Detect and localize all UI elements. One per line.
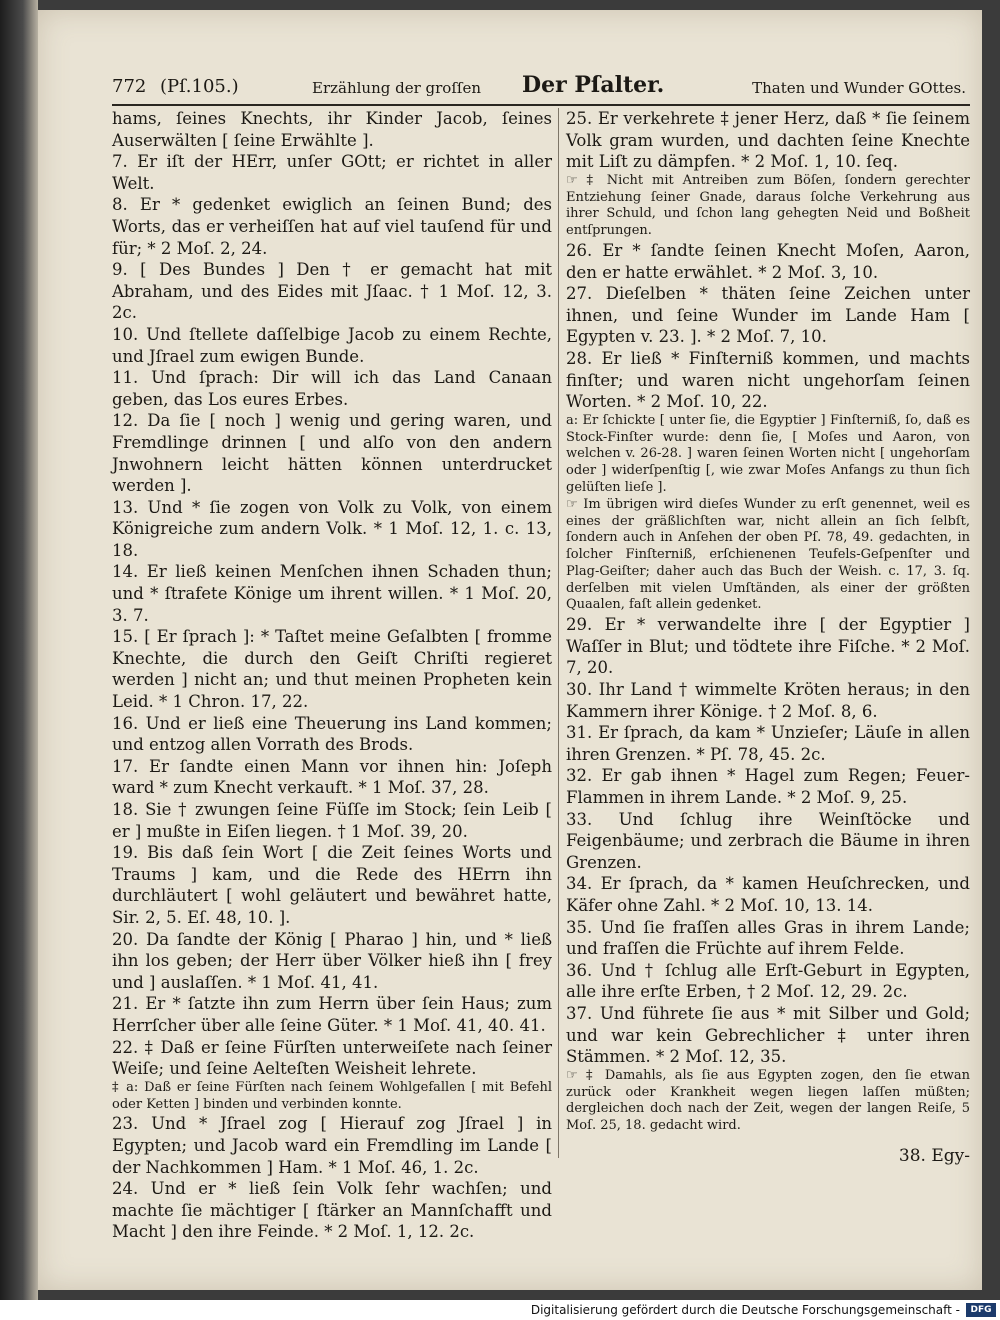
verse-paragraph: 20. Da ſandte der König [ Pharao ] hin, und * ließ ihn los geben; der Herr über Völker hieß ihn [ frey und ] auslaſſen. * 1 Moſ. 41, 41. bbox=[112, 929, 552, 992]
verse-paragraph: 21. Er * ſatzte ihn zum Herrn über ſein Haus; zum Herrſcher über alle ſeine Güter. * 1 Moſ. 41, 40. 41. bbox=[112, 994, 552, 1035]
verse-paragraph: 22. ‡ Daß er ſeine Fürſten unterweiſete nach ſeiner Weiſe; und ſeine Aelteſten Weisheit lehrete. bbox=[112, 1037, 552, 1079]
header-left-title: Erzählung der groſſen bbox=[312, 79, 481, 97]
verse-paragraph: 37. Und führete ſie aus * mit Silber und Gold; und war kein Gebrechlicher ‡ unter ihren Stämmen. * 2 Moſ. 12, 35. bbox=[566, 1003, 970, 1067]
verse-paragraph: 7. Er iſt der HErr, unſer GOtt; er richtet in aller Welt. bbox=[112, 152, 552, 193]
verse-paragraph: 10. Und ſtellete daſſelbige Jacob zu einem Rechte, und Jſrael zum ewigen Bunde. bbox=[112, 324, 552, 366]
verse-paragraph: 29. Er * verwandelte ihre [ der Egyptier ] Waſſer in Blut; und tödtete ihre Fiſche. * 2 Moſ. 7, 20. bbox=[566, 615, 970, 678]
verse-paragraph: 12. Da ſie [ noch ] wenig und gering waren, und Fremdlinge drinnen [ und alſo von den andern Jnwohnern leicht hätten können unterdrucket werden ]. bbox=[112, 411, 552, 496]
verse-paragraph: 32. Er gab ihnen * Hagel zum Regen; Feuer-Flammen in ihrem Lande. * 2 Moſ. 9, 25. bbox=[566, 766, 970, 808]
commentary-note: a: Er ſchickte [ unter ſie, die Egyptier ] Finſterniß, ſo, daß es Stock-Finſter wurde: denn ſie, [ Moſes und Aaron, von welchen v. 26-28. ] waren ſeinen Worten nicht [ ungehorſam oder ] widerſpenſtig [, wie zwar Moſes Anfangs zu thun ſich gelüſten lieſe ]. bbox=[566, 412, 970, 495]
page-number: 772 bbox=[112, 76, 147, 97]
verse-paragraph: 16. Und er ließ eine Theuerung ins Land kommen; und entzog allen Vorrath des Brods. bbox=[112, 713, 552, 755]
verse-paragraph: 25. Er verkehrete ‡ jener Herz, daß * ſie ſeinem Volk gram wurden, und dachten ſeine Knechte mit Liſt zu dämpfen. * 2 Moſ. 1, 10. ſeq. bbox=[566, 109, 970, 172]
verse-paragraph: 11. Und ſprach: Dir will ich das Land Canaan geben, das Los eures Erbes. bbox=[112, 368, 552, 409]
verse-paragraph: 31. Er ſprach, da kam * Unzieſer; Läuſe in allen ihren Grenzen. * Pſ. 78, 45. 2c. bbox=[566, 723, 970, 764]
verse-paragraph: 15. [ Er ſprach ]: * Taſtet meine Geſalbten [ fromme Knechte, die durch den Geiſt Chriſti regieret werden ] nicht an; und thut meinen Propheten kein Leid. * 1 Chron. 17, 22. bbox=[112, 627, 552, 712]
commentary-note: ☞ ‡ Nicht mit Antreiben zum Böſen, ſondern gerechter Entziehung ſeiner Gnade, daraus ſolche Verkehrung aus ihrer Schuld, und ſchon lang gehegten Neid und Boßheit entſprungen. bbox=[566, 172, 970, 239]
dfg-logo: DFG bbox=[966, 1303, 996, 1317]
verse-paragraph: 8. Er * gedenket ewiglich an ſeinen Bund; des Worts, das er verheiſſen hat auf viel tauſend für und für; * 2 Moſ. 2, 24. bbox=[112, 195, 552, 258]
verse-paragraph: 9. [ Des Bundes ] Den † er gemacht hat mit Abraham, und des Eides mit Jſaac. † 1 Moſ. 12, 3. 2c. bbox=[112, 260, 552, 323]
verse-paragraph: 19. Bis daß ſein Wort [ die Zeit ſeines Worts und Traums ] kam, und die Rede des HErrn ihn durchläutert [ wohl geläutert und bewähret hatte, Sir. 2, 5. Eſ. 48, 10. ]. bbox=[112, 843, 552, 927]
commentary-note: ‡ a: Daß er ſeine Fürſten nach ſeinem Wohlgefallen [ mit Befehl oder Ketten ] binden und verbinden konnte. bbox=[112, 1079, 552, 1112]
verse-paragraph: 13. Und * ſie zogen von Volk zu Volk, von einem Königreiche zum andern Volk. * 1 Moſ. 12, 1. c. 13, 18. bbox=[112, 497, 552, 560]
verse-paragraph: 34. Er ſprach, da * kamen Heuſchrecken, und Käfer ohne Zahl. * 2 Moſ. 10, 13. 14. bbox=[566, 874, 970, 915]
verse-paragraph: hams, ſeines Knechts, ihr Kinder Jacob, ſeines Auserwälten [ ſeine Erwählte ]. bbox=[112, 109, 552, 150]
verse-paragraph: 30. Ihr Land † wimmelte Kröten heraus; in den Kammern ihrer Könige. † 2 Moſ. 8, 6. bbox=[566, 680, 970, 721]
right-text-column bbox=[566, 108, 970, 1135]
verse-paragraph: 27. Dieſelben * thäten ſeine Zeichen unter ihnen, und ſeine Wunder im Lande Ham [ Egypten v. 23. ]. * 2 Moſ. 7, 10. bbox=[566, 284, 970, 347]
commentary-note: ☞ ‡ Damahls, als ſie aus Egypten zogen, den ſie etwan zurück oder Krankheit wegen liegen laſſen müßten; dergleichen doch nach der Zeit, wegen der langen Reiſe, 5 Moſ. 25, 18. gedacht wird. bbox=[566, 1067, 970, 1134]
verse-paragraph: 24. Und er * ließ ſein Volk ſehr wachſen; und machte ſie mächtiger [ ſtärker an Mannſchafft und Macht ] den ihre Feinde. * 2 Moſ. 1, 12. 2c. bbox=[112, 1179, 552, 1242]
header-center-title: Der Pſalter. bbox=[522, 72, 665, 98]
footer-credit: Digitalisierung gefördert durch die Deutsche Forschungsgemeinschaft - bbox=[530, 1303, 960, 1317]
verse-paragraph: 26. Er * ſandte ſeinen Knecht Moſen, Aaron, den er hatte erwählet. * 2 Moſ. 3, 10. bbox=[566, 240, 970, 282]
verse-paragraph: 23. Und * Jſrael zog [ Hierauf zog Jſrael ] in Egypten; und Jacob ward ein Fremdling im Lande [ der Nachkommen ] Ham. * 1 Moſ. 46, 1. 2c. bbox=[112, 1114, 552, 1177]
verse-paragraph: 33. Und ſchlug ihre Weinſtöcke und Feigenbäume; und zerbrach die Bäume in ihren Grenzen. bbox=[566, 809, 970, 872]
verse-paragraph: 14. Er ließ keinen Menſchen ihnen Schaden thun; und * ſtrafete Könige um ihrent willen. * 1 Moſ. 20, 3. 7. bbox=[112, 562, 552, 625]
left-text-column bbox=[112, 108, 552, 1243]
verse-paragraph: 36. Und † ſchlug alle Erſt-Geburt in Egypten, alle ihre erſte Erben, † 2 Moſ. 12, 29. 2c. bbox=[566, 960, 970, 1002]
digitization-footer bbox=[0, 1300, 1000, 1320]
catchword: 38. Egy- bbox=[898, 1146, 970, 1166]
header-right-title: Thaten und Wunder GOttes. bbox=[752, 79, 966, 97]
verse-paragraph: 18. Sie † zwungen ſeine Füſſe im Stock; ſein Leib [ er ] mußte in Eiſen liegen. † 1 Moſ. 39, 20. bbox=[112, 800, 552, 841]
page-edge bbox=[0, 0, 38, 1300]
commentary-note: ☞ Im übrigen wird dieſes Wunder zu erſt genennet, weil es eines der gräßlichſten war, nicht allein an ſich ſelbſt, ſondern auch in Anſehen der oben Pſ. 78, 49. gedachten, in ſolcher Finſterniß, erſchienenen Teufels-Geſpenſter und Plag-Geiſter; daher auch das Buch der Weish. c. 17, 3. ſq. derſelben mit vielen Umſtänden, als einer der größten Quaalen, faſt allein gedenket. bbox=[566, 496, 970, 613]
verse-paragraph: 35. Und ſie fraſſen alles Gras in ihrem Lande; und fraſſen die Früchte auf ihrem Felde. bbox=[566, 917, 970, 959]
running-header bbox=[112, 72, 970, 106]
column-divider bbox=[558, 108, 559, 1158]
verse-paragraph: 28. Er ließ * Finſterniß kommen, und machts finſter; und waren nicht ungehorſam ſeinen Worten. * 2 Moſ. 10, 22. bbox=[566, 348, 970, 412]
psalm-reference: (Pſ.105.) bbox=[160, 76, 239, 97]
verse-paragraph: 17. Er ſandte einen Mann vor ihnen hin: Joſeph ward * zum Knecht verkauft. * 1 Moſ. 37, 28. bbox=[112, 756, 552, 798]
